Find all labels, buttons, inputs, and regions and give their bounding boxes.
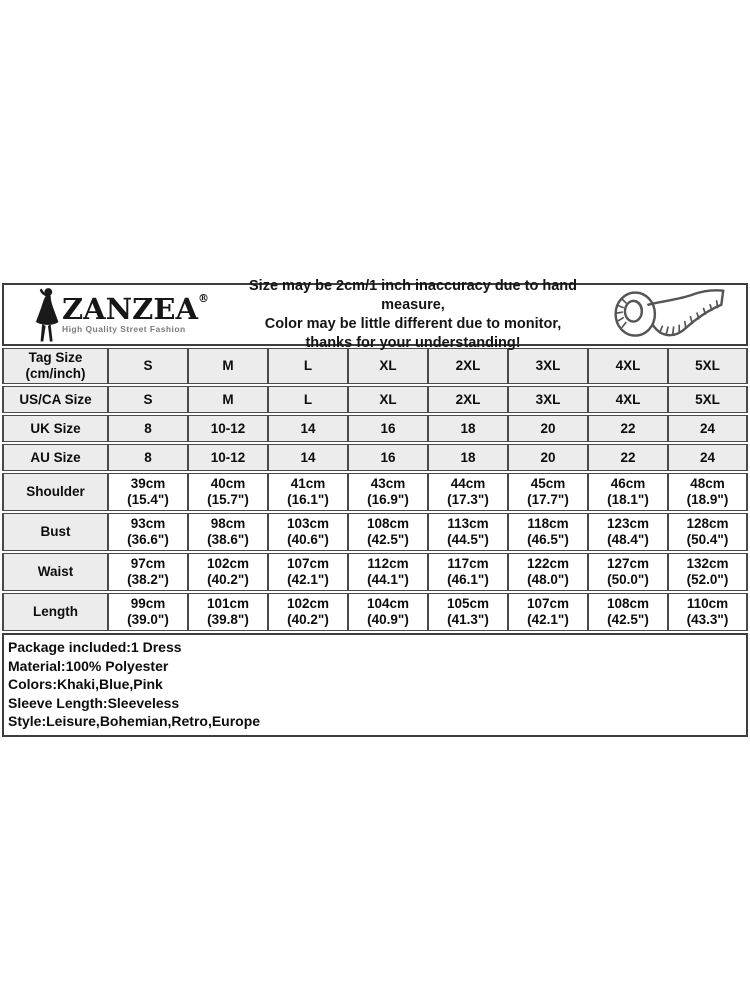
row-label: Shoulder [2,473,108,511]
table-cell: 4XL [588,386,668,413]
table-cell: 5XL [668,348,748,384]
table-row [2,593,748,631]
size-chart-content [2,277,748,737]
table-row [2,553,748,591]
table-row [2,348,748,384]
table-cell: 24 [668,415,748,442]
size-table-body [2,348,748,631]
row-label: Waist [2,553,108,591]
registered-mark-icon: ® [197,292,209,306]
table-cell: 44cm (17.3") [428,473,508,511]
info-line: Material:100% Polyester [8,657,169,674]
table-cell: 132cm (52.0") [668,553,748,591]
table-cell: 46cm (18.1") [588,473,668,511]
table-cell: 8 [108,415,188,442]
table-cell: L [268,348,348,384]
table-cell: 102cm (40.2") [188,553,268,591]
table-cell: 8 [108,444,188,471]
table-row [2,513,748,551]
brand-logo [4,287,222,343]
tape-measure-icon [604,286,732,344]
table-cell: 108cm (42.5") [588,593,668,631]
notice-line: Size may be 2cm/1 inch inaccuracy due to hand measure, [249,277,577,313]
info-line: Colors:Khaki,Blue,Pink [8,676,163,693]
table-cell: 97cm (38.2") [108,553,188,591]
table-cell: 20 [508,444,588,471]
table-cell: 22 [588,415,668,442]
row-label: UK Size [2,415,108,442]
table-cell: 101cm (39.8") [188,593,268,631]
brand-name: ZANZEA [62,292,198,327]
brand-logotype [62,292,209,335]
table-cell: 107cm (42.1") [508,593,588,631]
table-cell: 43cm (16.9") [348,473,428,511]
table-cell: S [108,348,188,384]
table-cell: 113cm (44.5") [428,513,508,551]
table-cell: S [108,386,188,413]
table-cell: 18 [428,415,508,442]
table-cell: 3XL [508,348,588,384]
row-label: Tag Size (cm/inch) [2,348,108,384]
table-cell: 48cm (18.9") [668,473,748,511]
table-row [2,386,748,413]
table-cell: 107cm (42.1") [268,553,348,591]
table-cell: 117cm (46.1") [428,553,508,591]
info-line: Sleeve Length:Sleeveless [8,694,180,711]
table-cell: 18 [428,444,508,471]
row-label: Length [2,593,108,631]
table-cell: 102cm (40.2") [268,593,348,631]
table-cell: 98cm (38.6") [188,513,268,551]
table-cell: 3XL [508,386,588,413]
table-cell: 14 [268,444,348,471]
table-cell: 16 [348,415,428,442]
table-cell: 24 [668,444,748,471]
table-cell: 22 [588,444,668,471]
table-cell: 2XL [428,386,508,413]
table-cell: 40cm (15.7") [188,473,268,511]
table-cell: 4XL [588,348,668,384]
table-cell: 5XL [668,386,748,413]
info-line: Style:Leisure,Bohemian,Retro,Europe [8,713,261,730]
table-cell: 39cm (15.4") [108,473,188,511]
table-cell: 128cm (50.4") [668,513,748,551]
table-row [2,444,748,471]
table-cell: XL [348,348,428,384]
table-cell: 14 [268,415,348,442]
table-cell: M [188,386,268,413]
table-cell: 16 [348,444,428,471]
table-cell: 118cm (46.5") [508,513,588,551]
table-cell: 99cm (39.0") [108,593,188,631]
table-cell: 110cm (43.3") [668,593,748,631]
table-cell: 2XL [428,348,508,384]
table-cell: 104cm (40.9") [348,593,428,631]
notice-line: Color may be little different due to monitor, [264,315,562,332]
product-info [2,633,748,737]
row-label: Bust [2,513,108,551]
size-table [2,346,748,633]
info-line: Package included:1 Dress [8,639,182,655]
header-box [2,277,748,351]
table-row [2,473,748,511]
table-cell: L [268,386,348,413]
row-label: AU Size [2,444,108,471]
table-cell: 105cm (41.3") [428,593,508,631]
table-row [2,415,748,442]
row-label: US/CA Size [2,386,108,413]
table-cell: 112cm (44.1") [348,553,428,591]
woman-silhouette-icon [32,287,60,343]
size-notice [222,277,604,353]
table-cell: 103cm (40.6") [268,513,348,551]
table-cell: 123cm (48.4") [588,513,668,551]
table-cell: 93cm (36.6") [108,513,188,551]
table-cell: 45cm (17.7") [508,473,588,511]
table-cell: XL [348,386,428,413]
table-cell: 10-12 [188,415,268,442]
notice-line: thanks for your understanding! [305,334,521,351]
table-cell: 127cm (50.0") [588,553,668,591]
table-cell: 108cm (42.5") [348,513,428,551]
table-cell: M [188,348,268,384]
table-cell: 20 [508,415,588,442]
table-cell: 122cm (48.0") [508,553,588,591]
brand-name-line [62,292,209,327]
brand-tagline: High Quality Street Fashion [62,324,186,335]
table-cell: 10-12 [188,444,268,471]
table-cell: 41cm (16.1") [268,473,348,511]
